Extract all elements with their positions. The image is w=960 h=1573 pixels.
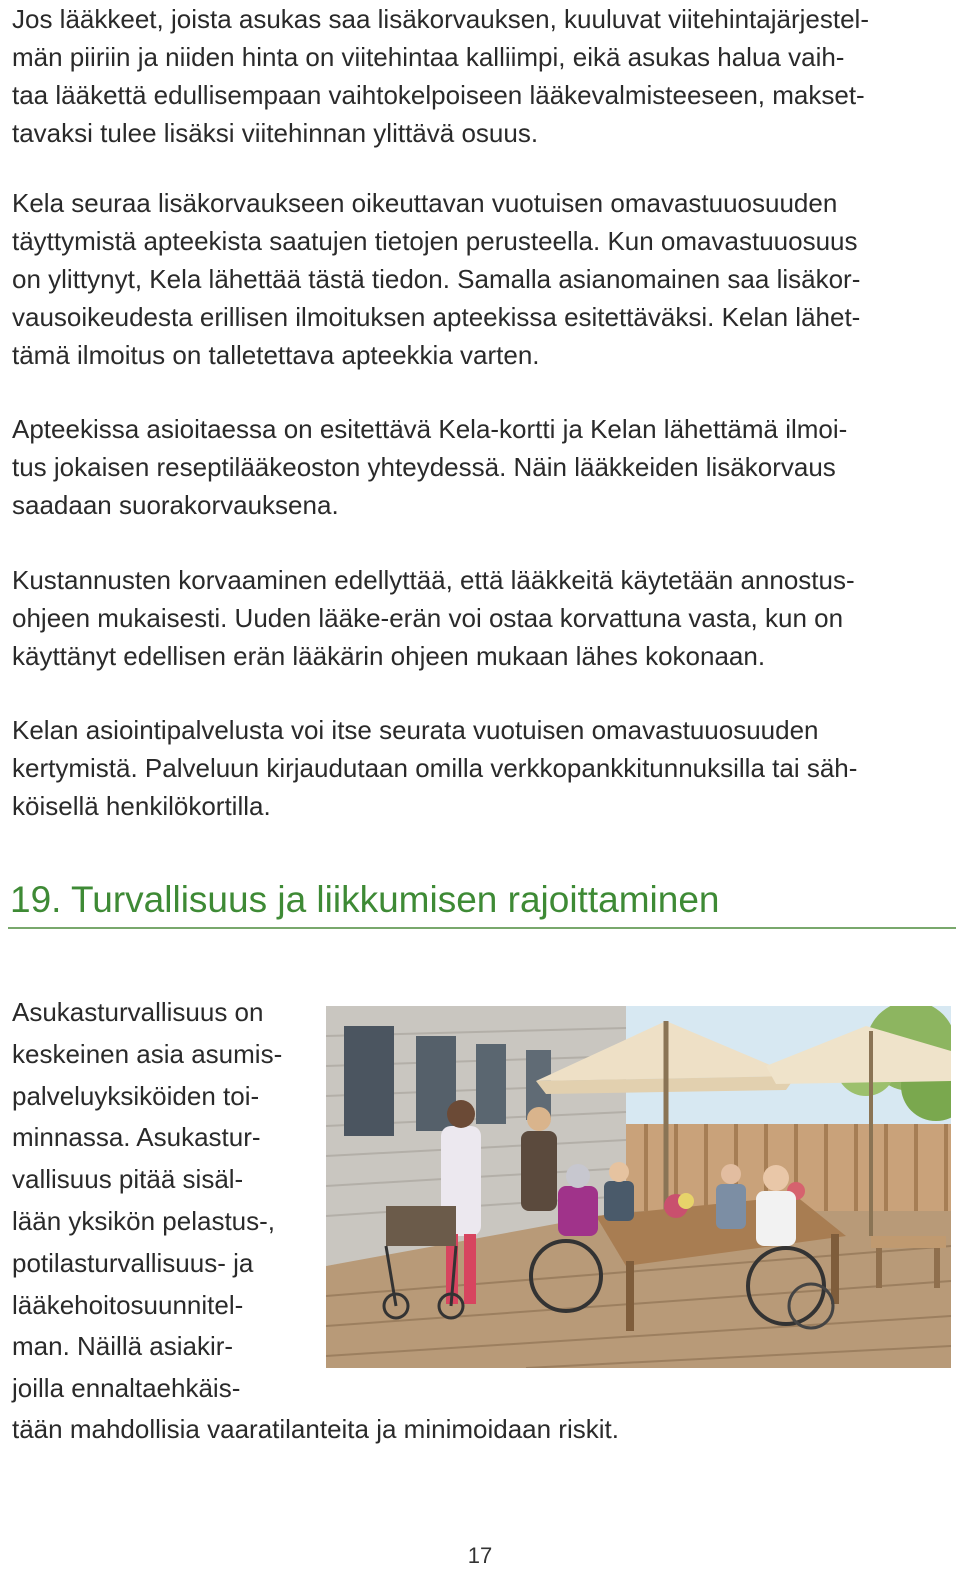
text-line: tavaksi tulee lisäksi viitehinnan ylittävä osuus. <box>12 118 539 148</box>
paragraph-2 <box>12 184 952 374</box>
text-line: taa lääkettä edullisempaan vaihtokelpoiseen lääkevalmisteeseen, makset- <box>12 80 865 110</box>
text-line: joilla ennaltaehkäis- <box>12 1373 241 1404</box>
page-number: 17 <box>467 1543 493 1568</box>
section-intro-text <box>12 992 322 1410</box>
text-line: minnassa. Asukastur- <box>12 1122 261 1153</box>
text-line: lään yksikön pelastus-, <box>12 1205 276 1236</box>
section-intro-last-line: tään mahdollisia vaaratilanteita ja minimoidaan riskit. <box>12 1414 619 1444</box>
terrace-photo <box>326 1006 951 1368</box>
text-line: köisellä henkilökortilla. <box>12 791 271 821</box>
text-line: käyttänyt edellisen erän lääkärin ohjeen mukaan lähes kokonaan. <box>12 641 766 671</box>
text-line: tus jokaisen reseptilääkeoston yhteydessä. Näin lääkkeiden lisäkorvaus <box>12 452 836 482</box>
heading-underline <box>8 927 956 929</box>
text-line: Apteekissa asioitaessa on esitettävä Kela-kortti ja Kelan lähettämä ilmoi- <box>12 414 848 444</box>
text-line: vallisuus pitää sisäl- <box>12 1164 244 1195</box>
text-line: man. Näillä asiakir- <box>12 1331 234 1362</box>
text-line: Kelan asiointipalvelusta voi itse seurata vuotuisen omavastuuosuuden <box>12 715 819 745</box>
text-line: Kela seuraa lisäkorvaukseen oikeuttavan vuotuisen omavastuuosuuden <box>12 188 838 218</box>
text-line: Kustannusten korvaaminen edellyttää, että lääkkeitä käytetään annostus- <box>12 565 855 595</box>
text-line: Asukasturvallisuus on <box>12 997 264 1027</box>
text-line: lääkehoitosuunnitel- <box>12 1289 244 1320</box>
text-line: potilasturvallisuus- ja <box>12 1247 254 1278</box>
paragraph-5 <box>12 711 952 825</box>
paragraph-3 <box>12 410 952 524</box>
text-line: saadaan suorakorvauksena. <box>12 490 339 520</box>
text-line: män piiriin ja niiden hinta on viitehintaa kalliimpi, eikä asukas halua vaih- <box>12 42 845 72</box>
text-line: kertymistä. Palveluun kirjaudutaan omilla verkkopankkitunnuksilla tai säh- <box>12 753 858 783</box>
text-line: on ylittynyt, Kela lähettää tästä tiedon. Samalla asianomainen saa lisäkor- <box>12 264 861 294</box>
text-line: täyttymistä apteekista saatujen tietojen perusteella. Kun omavastuuosuus <box>12 226 858 256</box>
text-line: keskeinen asia asumis- <box>12 1038 283 1069</box>
section-heading: 19. Turvallisuus ja liikkumisen rajoittaminen <box>10 879 720 920</box>
text-line: tämä ilmoitus on talletettava apteekkia varten. <box>12 340 540 370</box>
text-line: Jos lääkkeet, joista asukas saa lisäkorvauksen, kuuluvat viitehintajärjestel- <box>12 4 869 34</box>
text-line: palveluyksiköiden toi- <box>12 1080 260 1111</box>
text-line: ohjeen mukaisesti. Uuden lääke-erän voi ostaa korvattuna vasta, kun on <box>12 603 844 633</box>
paragraph-4 <box>12 561 952 675</box>
text-line: vausoikeudesta erillisen ilmoituksen apteekissa esitettäväksi. Kelan lähet- <box>12 302 861 332</box>
paragraph-1 <box>12 0 952 152</box>
